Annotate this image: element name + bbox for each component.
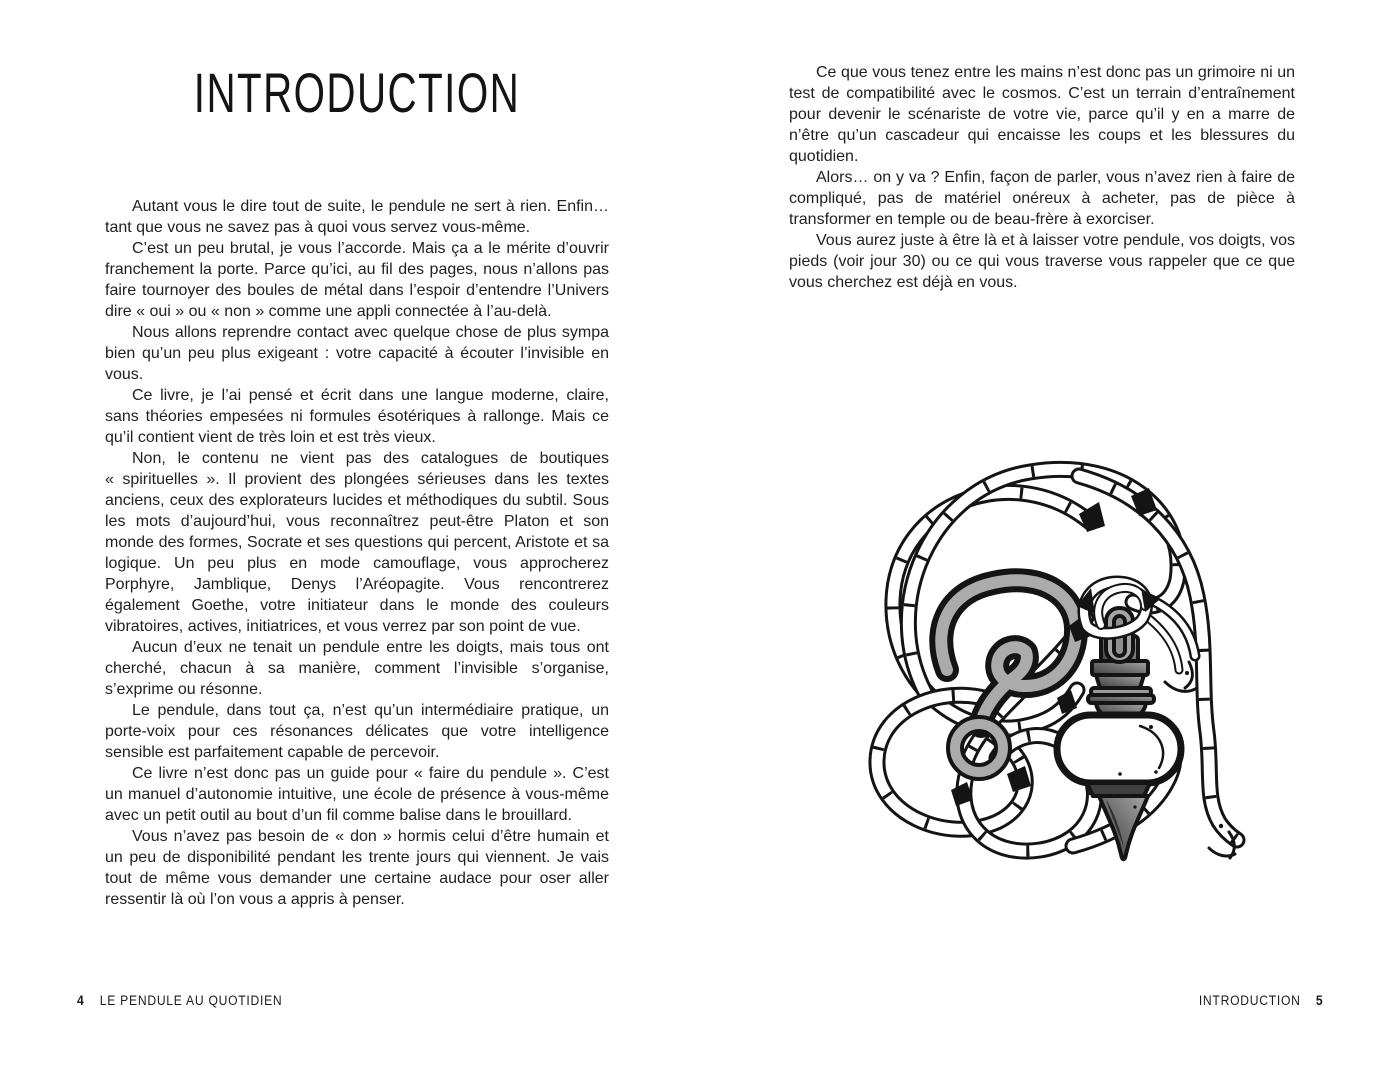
body-paragraph: Vous aurez juste à être là et à laisser votre pendule, vos doigts, vos pieds (voir jour 30) ou ce qui vous traverse vous rappeler que ce que vous cherchez est déjà en vous. xyxy=(789,232,1295,291)
body-paragraph: Autant vous le dire tout de suite, le pendule ne sert à rien. Enfin… tant que vous ne savez pas à quoi vous servez vous-même. xyxy=(105,198,609,236)
body-paragraph: Non, le contenu ne vient pas des catalogues de boutiques « spirituelles ». Il provient des plongées sérieuses dans les textes anciens, ceux des explorateurs lucides et méthodiques du subtil. Sous les mots d’aujourd’hui, vous reconnaîtrez peut-être Platon et son monde des formes, Socrate et ses questions qui percent, Aristote et sa logique. Un peu plus en mode camouflage, vous approcherez Porphyre, Jamblique, Denys l’Aréopagite. Vous rencontrerez également Goethe, votre initiateur dans le monde des couleurs vibratoires, actives, initiatrices, et vous verrez par son point de vue. xyxy=(105,450,609,635)
left-page-footer xyxy=(77,993,282,1008)
running-title: LE PENDULE AU QUOTIDIEN xyxy=(99,993,283,1008)
body-paragraph: Le pendule, dans tout ça, n’est qu’un intermédiaire pratique, un porte-voix pour ces résonances délicates que votre intelligence sensible est parfaitement capable de percevoir. xyxy=(105,702,609,761)
body-paragraph: Ce que vous tenez entre les mains n’est donc pas un grimoire ni un test de compatibilité avec le cosmos. C’est un terrain d’entraînement pour devenir le scénariste de votre vie, parce qu’il y en a marre de n’être qu’un cascadeur qui encaisse les coups et les blessures du quotidien. xyxy=(789,64,1295,165)
body-paragraph: C’est un peu brutal, je vous l’accorde. Mais ça a le mérite d’ouvrir franchement la porte. Parce qu’ici, au fil des pages, nous n’allons pas faire tournoyer des boules de métal dans l’espoir d’entendre l’Univers dire « oui » ou « non » comme une appli connectée à l’au-delà. xyxy=(105,240,609,320)
right-page-body xyxy=(789,62,1295,293)
page-number: 5 xyxy=(1315,993,1323,1008)
body-paragraph: Ce livre n’est donc pas un guide pour « faire du pendule ». C’est un manuel d’autonomie intuitive, une école de présence à vous-même avec un petit outil au bout d’un fil comme balise dans le brouillard. xyxy=(105,765,609,824)
body-paragraph: Vous n’avez pas besoin de « don » hormis celui d’être humain et un peu de disponibilité pendant les trente jours qui viennent. Je vais tout de même vous demander une certaine audace pour oser aller ressentir là où l’on vous a appris à penser. xyxy=(105,828,609,908)
left-page-body xyxy=(105,196,609,910)
body-paragraph: Aucun d’eux ne tenait un pendule entre les doigts, mais tous ont cherché, chacun à sa manière, comment l’invisible s’organise, s’exprime ou résonne. xyxy=(105,639,609,698)
right-page-footer xyxy=(1198,993,1323,1008)
pendulum-question-mark-illustration xyxy=(835,430,1265,870)
body-paragraph: Alors… on y va ? Enfin, façon de parler, vous n’avez rien à faire de compliqué, pas de matériel onéreux à acheter, pas de pièce à transformer en temple ou de beau-frère à exorciser. xyxy=(789,169,1295,228)
pendulum-body xyxy=(1057,715,1181,783)
page-number: 4 xyxy=(77,993,85,1008)
body-paragraph: Nous allons reprendre contact avec quelque chose de plus sympa bien qu’un peu plus exigeant : votre capacité à écouter l’invisible en vous. xyxy=(105,324,609,383)
body-paragraph: Ce livre, je l’ai pensé et écrit dans une langue moderne, claire, sans théories empesées ni formules ésotériques à rallonge. Mais ce qu’il contient vient de très loin et est très vieux. xyxy=(105,387,609,446)
chapter-title: INTRODUCTION xyxy=(193,61,521,124)
running-title: INTRODUCTION xyxy=(1198,993,1301,1008)
